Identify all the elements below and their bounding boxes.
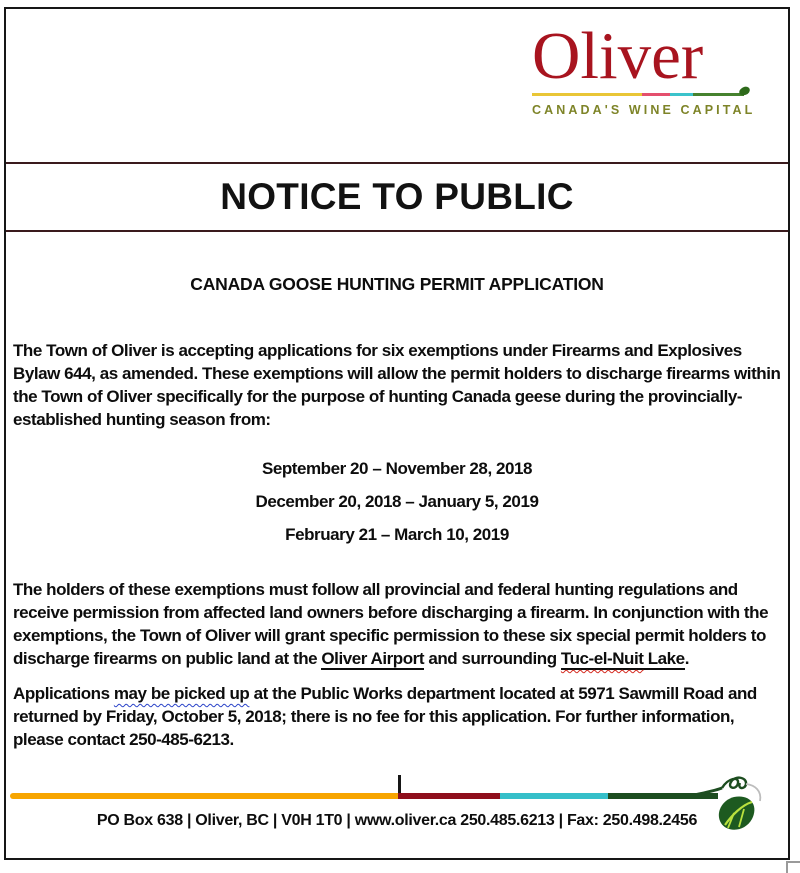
- footer-divider-bar: [10, 793, 718, 799]
- document-heading: CANADA GOOSE HUNTING PERMIT APPLICATION: [190, 274, 604, 294]
- notice-title-band: [6, 164, 788, 232]
- notice-title: NOTICE TO PUBLIC: [220, 176, 574, 217]
- applications-text-3: .: [229, 730, 234, 749]
- logo-bar-pink-segment: [642, 93, 670, 96]
- regulations-paragraph: [13, 578, 781, 670]
- hunting-season-dates: [13, 457, 781, 546]
- season-date-2: December 20, 2018 – January 5, 2019: [255, 492, 539, 511]
- season-date-3: February 21 – March 10, 2019: [285, 525, 509, 544]
- applications-paragraph: [13, 682, 781, 751]
- applications-text-1: Applications: [13, 684, 114, 703]
- lake-word-rest: Lake: [643, 649, 685, 668]
- footer-bar-teal-segment: [500, 793, 608, 799]
- airport-underlined-text: Oliver Airport: [321, 649, 425, 668]
- logo-bar-teal-segment: [670, 93, 693, 96]
- logo-tagline: CANADA'S WINE CAPITAL: [532, 103, 756, 117]
- phone-number: 250-485-6213: [129, 730, 230, 749]
- lake-underlined-text: [561, 649, 685, 670]
- logo-color-bar: [532, 93, 744, 96]
- oliver-logo: [532, 19, 756, 117]
- grammar-check-phrase: may be picked up: [113, 684, 250, 703]
- logo-wordmark: Oliver: [532, 19, 704, 93]
- logo-bar-yellow-segment: [532, 93, 642, 96]
- applications-text-2: at the Public Works department located at 5971 Sawmill Road and returned by Friday, October 5, 2018; there is no fee for this application. For further information, please contact: [13, 684, 757, 749]
- lake-word-spellcheck: Tuc-el-Nuit: [560, 649, 644, 668]
- footer-bar-orange-segment: [10, 793, 398, 799]
- footer-bar-maroon-segment: [398, 793, 500, 799]
- regulations-text-1: The holders of these exemptions must follow all provincial and federal hunting regulations and receive permission from affected land owners before discharging a firearm. In conjunction with the exemptions, the Town of Oliver will grant specific permission to these six special permit holders to discharge firearms on public land at the: [13, 580, 769, 668]
- page-corner-artifact: [786, 861, 800, 873]
- intro-paragraph: The Town of Oliver is accepting applications for six exemptions under Firearms and Explosives Bylaw 644, as amended. These exemptions will allow the permit holders to discharge firearms within the Town of Oliver specifically for the purpose of hunting Canada geese during the provincially-established hunting season from:: [13, 341, 781, 429]
- footer-contact-line: PO Box 638 | Oliver, BC | V0H 1T0 | www.oliver.ca 250.485.6213 | Fax: 250.498.2456: [96, 812, 698, 829]
- regulations-text-2: and surrounding: [424, 649, 561, 668]
- regulations-text-3: .: [684, 649, 689, 668]
- season-date-1: September 20 – November 28, 2018: [261, 459, 533, 478]
- notice-body: [6, 274, 788, 751]
- document-frame: [4, 7, 790, 860]
- logo-bar-green-segment: [693, 93, 744, 96]
- logo-row: [6, 9, 788, 164]
